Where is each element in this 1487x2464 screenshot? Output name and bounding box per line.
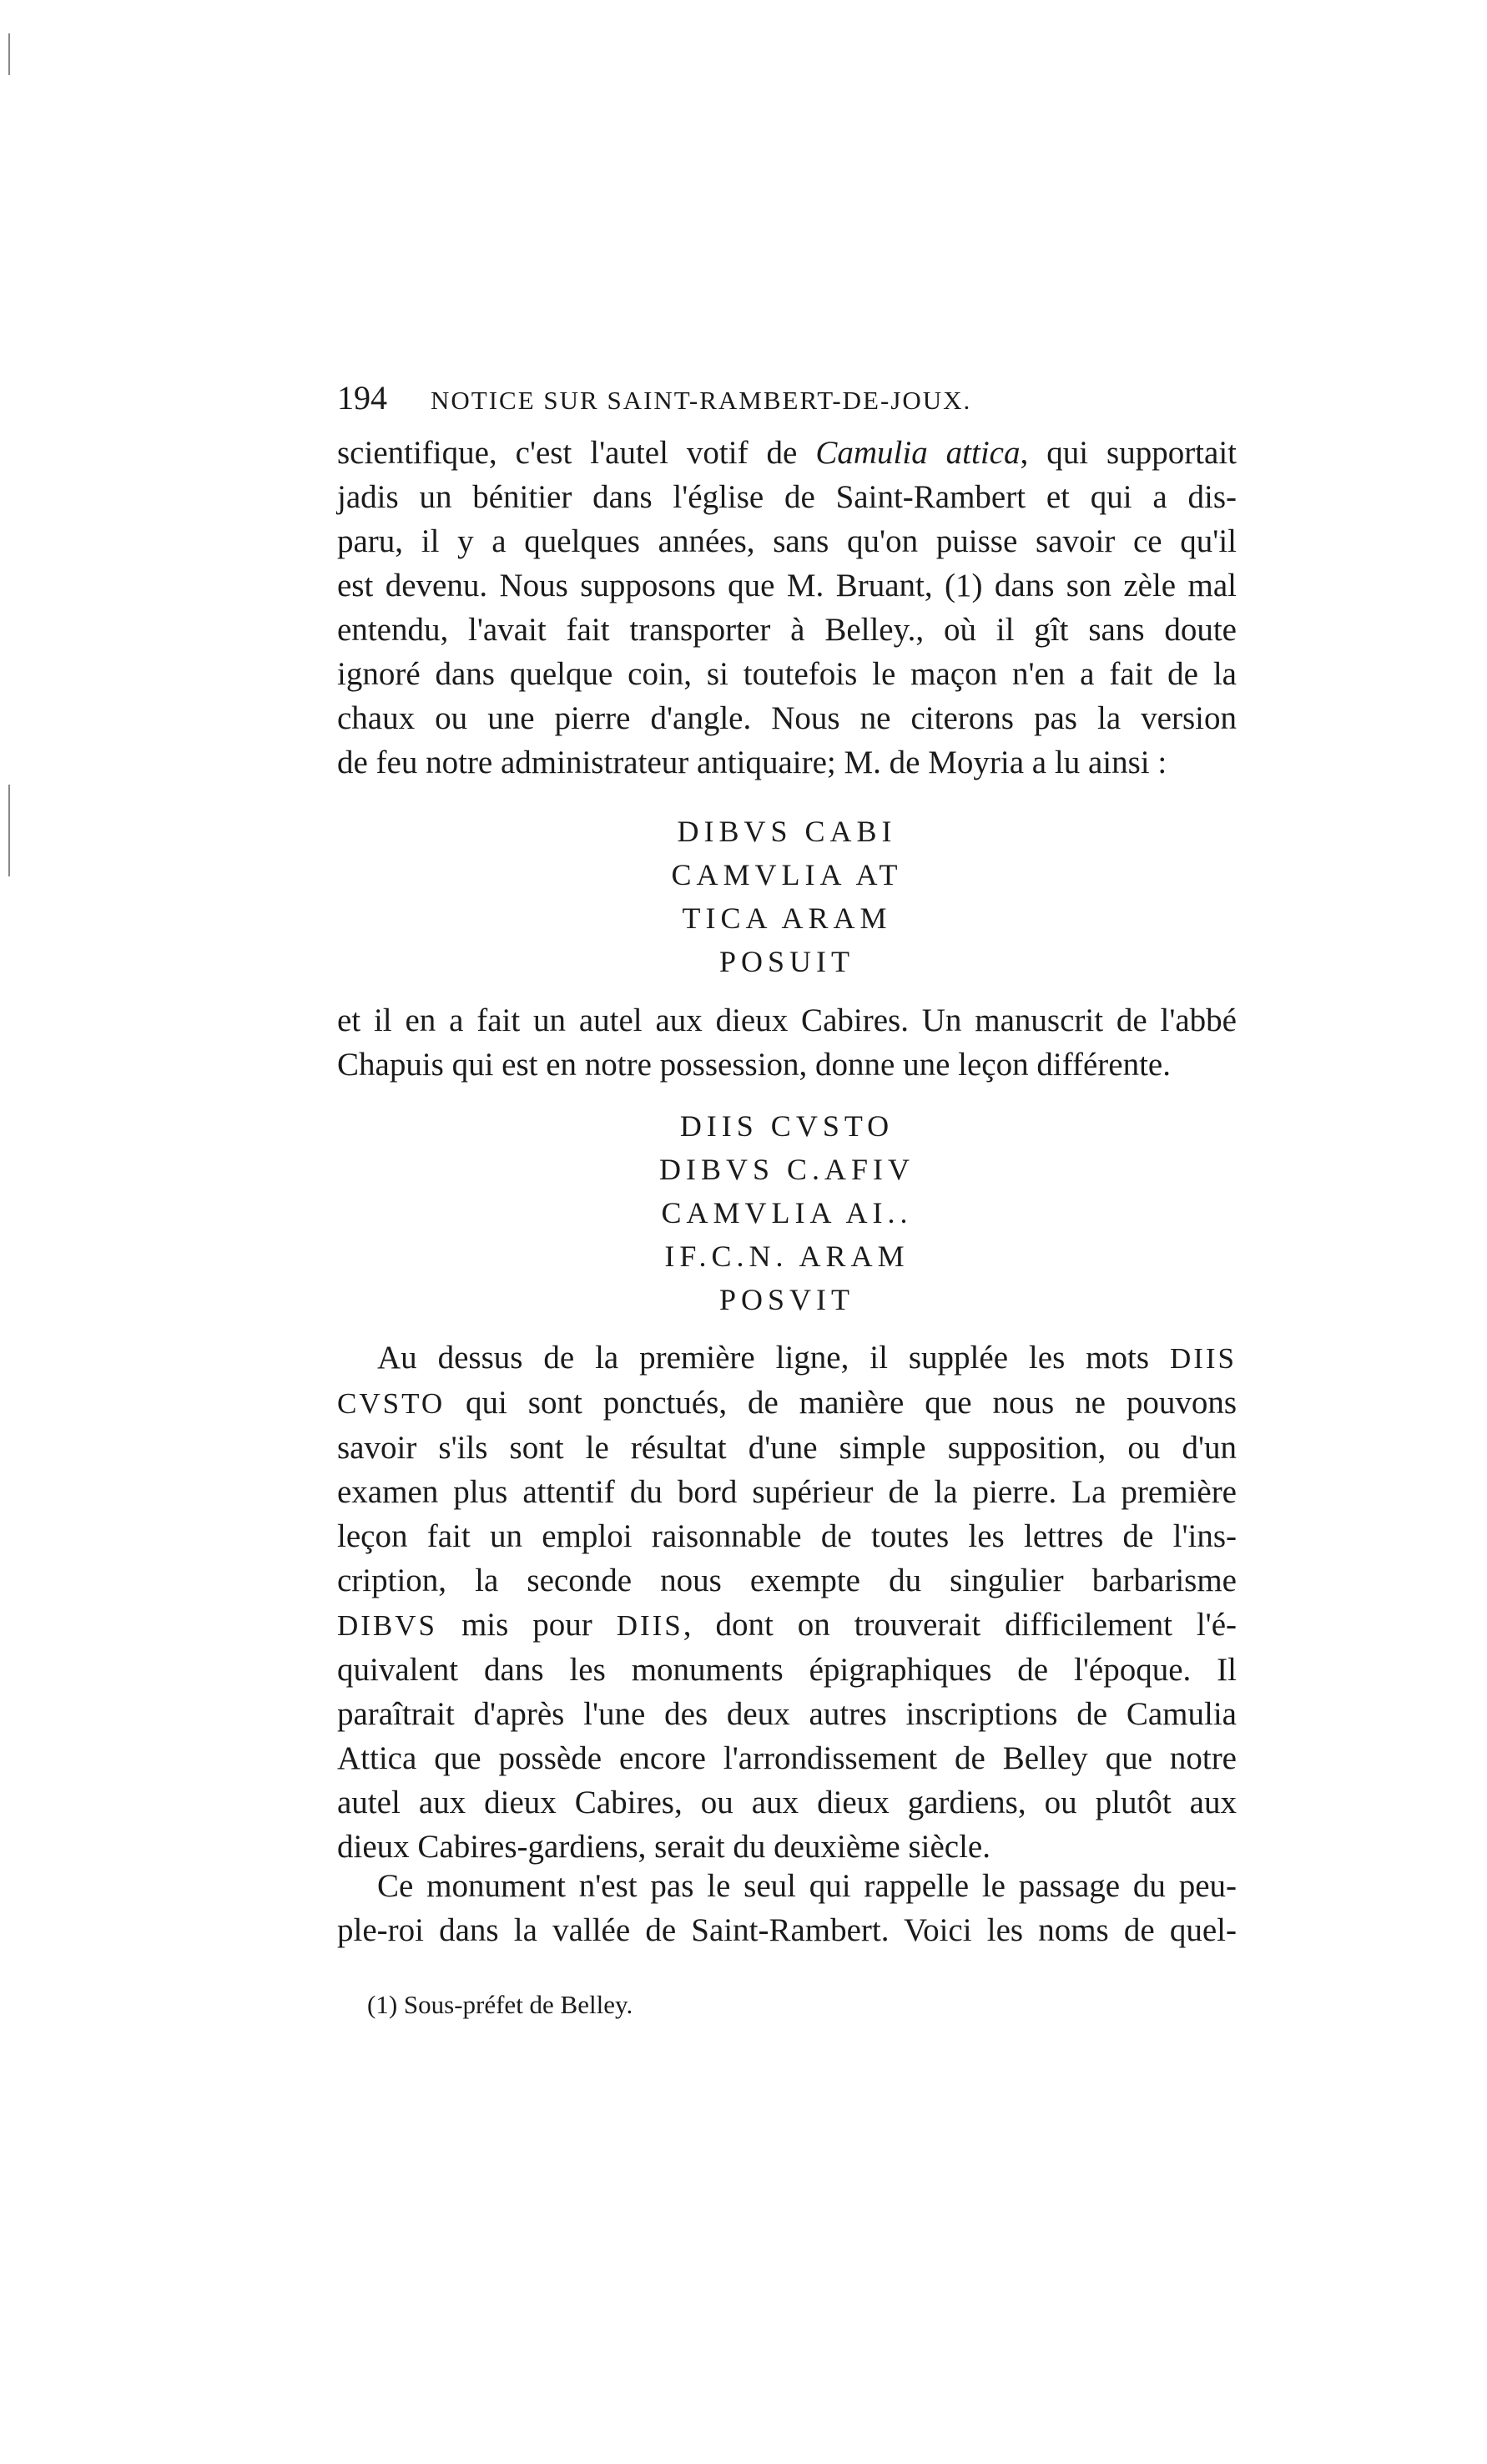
text-line: Au dessus de la première ligne, il supplée les mots bbox=[377, 1340, 1170, 1376]
paragraph-4 bbox=[337, 1864, 1237, 1952]
inscription-line: DIBVS C.AFIV bbox=[658, 1153, 915, 1186]
text-line: mis pour bbox=[437, 1607, 617, 1643]
running-title: NOTICE SUR SAINT-RAMBERT-DE-JOUX. bbox=[431, 386, 972, 415]
paragraph-3 bbox=[337, 1336, 1237, 1869]
inscription-line: DIIS CVSTO bbox=[679, 1109, 895, 1143]
text-line: examen plus attentif du bord supérieur de la pierre. La première bbox=[337, 1474, 1237, 1510]
inscription-line: TICA ARAM bbox=[682, 901, 892, 935]
text-line: paru, il y a quelques années, sans qu'on puisse savoir ce qu'il bbox=[337, 523, 1237, 559]
paragraph-1 bbox=[337, 431, 1237, 785]
text-line: , dont on trouverait difficilement l'é- bbox=[683, 1607, 1237, 1643]
inscription-word: DIIS bbox=[616, 1609, 683, 1642]
inscription-line: CAMVLIA AI.. bbox=[661, 1196, 913, 1229]
running-header bbox=[337, 377, 1238, 422]
italic-name: Camulia attica bbox=[815, 435, 1021, 471]
text-line: ignoré dans quelque coin, si toutefois le maçon n'en a fait de la bbox=[337, 656, 1237, 692]
text-line: dieux Cabires-gardiens, serait du deuxième siècle. bbox=[337, 1829, 990, 1865]
inscription-word: DIBVS bbox=[337, 1609, 438, 1642]
inscription-line: CAMVLIA AT bbox=[671, 858, 903, 891]
text-line: entendu, l'avait fait transporter à Belley., où il gît sans doute bbox=[337, 612, 1237, 648]
page-number: 194 bbox=[337, 379, 387, 417]
scan-edge-mark bbox=[8, 33, 10, 75]
text-line: Ce monument n'est pas le seul qui rappelle le passage du peu- bbox=[377, 1868, 1237, 1904]
inscription-word: DIIS bbox=[1169, 1342, 1237, 1375]
text-line: savoir s'ils sont le résultat d'une simple supposition, ou d'un bbox=[337, 1430, 1237, 1466]
footnote: (1) Sous-préfet de Belley. bbox=[367, 1990, 633, 2019]
text-line: Chapuis qui est en notre possession, donne une leçon différente. bbox=[337, 1047, 1171, 1083]
text-line: autel aux dieux Cabires, ou aux dieux gardiens, ou plutôt aux bbox=[337, 1785, 1237, 1820]
text-line: Attica que possède encore l'arrondissement de Belley que notre bbox=[337, 1740, 1237, 1776]
text-line: scientifique, c'est l'autel votif de bbox=[337, 435, 816, 471]
inscription-line: POSVIT bbox=[718, 1283, 855, 1316]
text-line: cription, la seconde nous exempte du singulier barbarisme bbox=[337, 1563, 1237, 1598]
inscription-line: DIBVS CABI bbox=[677, 815, 897, 848]
text-line: chaux ou une pierre d'angle. Nous ne citerons pas la version bbox=[337, 700, 1237, 736]
text-line: leçon fait un emploi raisonnable de toutes les lettres de l'ins- bbox=[337, 1518, 1237, 1554]
paragraph-2 bbox=[337, 998, 1237, 1087]
text-line: jadis un bénitier dans l'église de Saint-Rambert et qui a dis- bbox=[337, 479, 1237, 515]
inscription-line: IF.C.N. ARAM bbox=[664, 1240, 910, 1273]
text-line: paraîtrait d'après l'une des deux autres inscriptions de Camulia bbox=[337, 1696, 1237, 1732]
text-line: ple-roi dans la vallée de Saint-Rambert. Voici les noms de quel- bbox=[337, 1912, 1237, 1948]
text-line: quivalent dans les monuments épigraphiques de l'époque. Il bbox=[337, 1652, 1237, 1688]
scan-edge-mark bbox=[8, 785, 10, 876]
text-line: et il en a fait un autel aux dieux Cabires. Un manuscrit de l'abbé bbox=[337, 1002, 1237, 1038]
inscription-1 bbox=[337, 810, 1237, 983]
text-line: de feu notre administrateur antiquaire; M. de Moyria a lu ainsi : bbox=[337, 745, 1167, 780]
inscription-line: POSUIT bbox=[718, 945, 855, 978]
inscription-word: CVSTO bbox=[337, 1387, 446, 1420]
inscription-2 bbox=[337, 1104, 1237, 1321]
text-line: qui sont ponctués, de manière que nous ne pouvons bbox=[445, 1385, 1237, 1421]
text-line: , qui supportait bbox=[1020, 435, 1237, 471]
text-line: est devenu. Nous supposons que M. Bruant, (1) dans son zèle mal bbox=[337, 568, 1237, 603]
